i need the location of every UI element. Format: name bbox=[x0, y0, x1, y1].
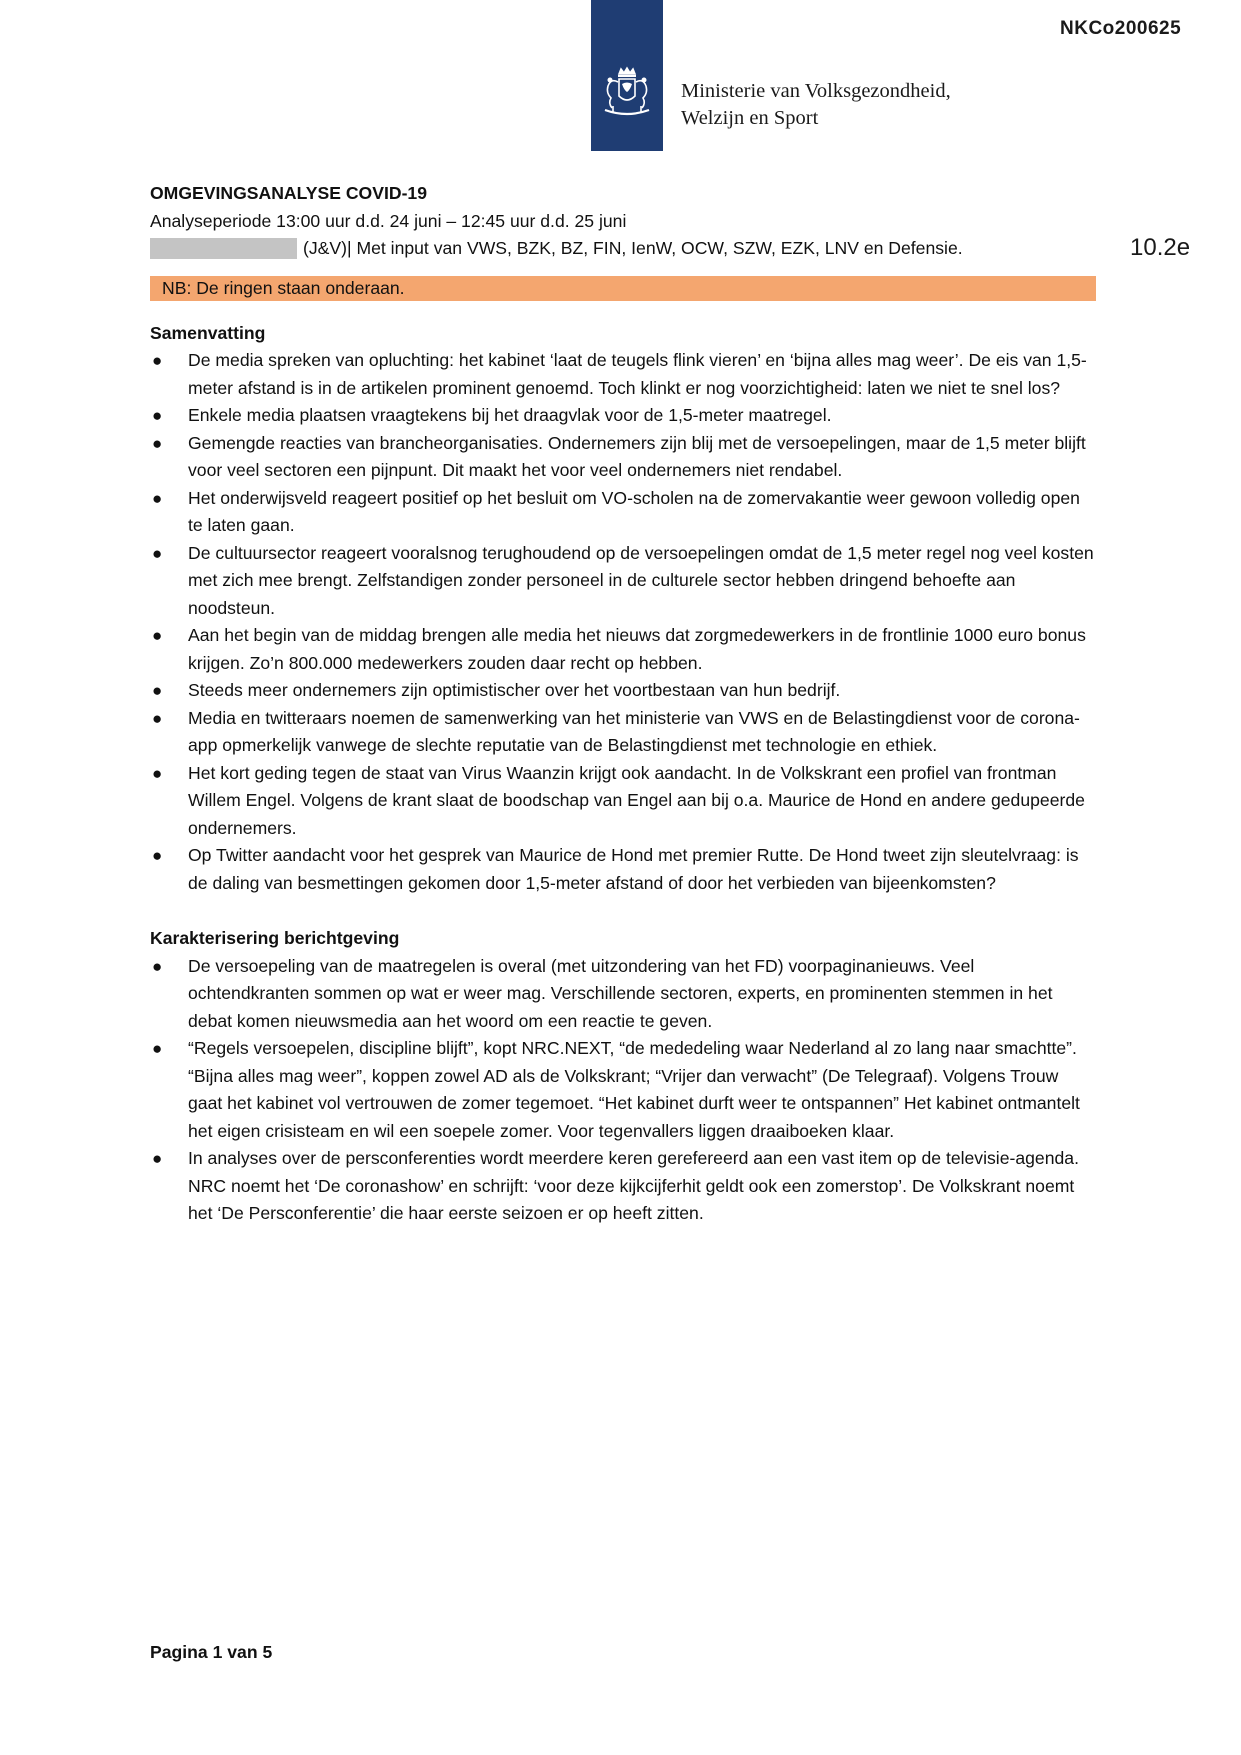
redacted-name-block bbox=[150, 238, 297, 259]
document-code: NKCo200625 bbox=[1060, 18, 1182, 39]
list-item bbox=[150, 540, 1096, 623]
bullet-icon: ● bbox=[152, 351, 163, 370]
input-sources-text: (J&V)| Met input van VWS, BZK, BZ, FIN, IenW, OCW, SZW, EZK, LNV en Defensie. bbox=[303, 238, 963, 258]
document-body bbox=[150, 180, 1096, 1228]
list-item-text: Op Twitter aandacht voor het gesprek van Maurice de Hond met premier Rutte. De Hond tweet zijn sleutelvraag: is de daling van besmettingen gekomen door 1,5-meter afstand of door het verbieden van bijeenkomsten? bbox=[188, 845, 1079, 893]
ministry-name bbox=[681, 78, 951, 132]
government-logo bbox=[591, 0, 663, 151]
list-item bbox=[150, 953, 1096, 1036]
summary-list bbox=[150, 347, 1096, 897]
redaction-code: 10.2e bbox=[1130, 234, 1191, 261]
bullet-icon: ● bbox=[152, 626, 163, 645]
list-item bbox=[150, 760, 1096, 843]
list-item-text: In analyses over de persconferenties wordt meerdere keren gerefereerd aan een vast item op de televisie-agenda. NRC noemt het ‘De coronashow’ en schrijft: ‘voor deze kijkcijferhit geldt ook een zomerstop’. De Volkskrant noemt het ‘De Persconferentie’ die haar eerste seizoen er op heeft zitten. bbox=[188, 1148, 1079, 1223]
list-item-text: De cultuursector reageert vooralsnog terughoudend op de versoepelingen omdat de 1,5 meter regel nog veel kosten met zich mee brengt. Zelfstandigen zonder personeel in de culturele sector hebben dringend behoefte aan noodsteun. bbox=[188, 542, 1094, 618]
bullet-icon: ● bbox=[152, 1149, 163, 1168]
list-item bbox=[150, 705, 1096, 760]
list-item-text: “Regels versoepelen, discipline blijft”, kopt NRC.NEXT, “de mededeling waar Nederland al zo lang naar smachtte”. “Bijna alles mag weer”, koppen zowel AD als de Volkskrant; “Vrijer dan verwacht” (De Telegraaf). Volgens Trouw gaat het kabinet vol vertrouwen de zomer tegemoet. “Het kabinet durft weer te ontspannen” Het kabinet ontmantelt het eigen crisisteam en wil een soepele zomer. Voor tegenvallers liggen draaiboeken klaar. bbox=[188, 1038, 1080, 1141]
ministry-name-line-1: Ministerie van Volksgezondheid, bbox=[681, 80, 951, 102]
document-title: OMGEVINGSANALYSE COVID-19 bbox=[150, 183, 427, 203]
bullet-icon: ● bbox=[152, 1039, 163, 1058]
bullet-icon: ● bbox=[152, 708, 163, 728]
list-item bbox=[150, 1035, 1096, 1145]
summary-heading: Samenvatting bbox=[150, 322, 266, 343]
ministry-name-line-2: Welzijn en Sport bbox=[681, 107, 819, 129]
bullet-icon: ● bbox=[152, 846, 163, 865]
list-item-text: Aan het begin van de middag brengen alle media het nieuws dat zorgmedewerkers in de frontlinie 1000 euro bonus krijgen. Zo’n 800.000 medewerkers zouden daar recht op hebben. bbox=[188, 625, 1086, 673]
bullet-icon: ● bbox=[152, 406, 163, 425]
list-item bbox=[150, 622, 1096, 677]
list-item-text: Gemengde reacties van brancheorganisaties. Ondernemers zijn blij met de versoepelingen, maar de 1,5 meter blijft voor veel sectoren een pijnpunt. Dit maakt het voor veel ondernemers niet rendabel. bbox=[188, 432, 1086, 480]
list-item bbox=[150, 485, 1096, 540]
bullet-icon: ● bbox=[152, 956, 163, 976]
bullet-icon: ● bbox=[152, 543, 163, 563]
bullet-icon: ● bbox=[152, 433, 163, 453]
list-item bbox=[150, 430, 1096, 485]
list-item bbox=[150, 842, 1096, 897]
characterization-heading: Karakterisering berichtgeving bbox=[150, 928, 400, 948]
list-item bbox=[150, 347, 1096, 402]
bullet-icon: ● bbox=[152, 681, 163, 700]
coat-of-arms-icon bbox=[591, 66, 663, 126]
list-item-text: Het onderwijsveld reageert positief op het besluit om VO-scholen na de zomervakantie weer gewoon volledig open te laten gaan. bbox=[188, 487, 1080, 535]
list-item-text: De versoepeling van de maatregelen is overal (met uitzondering van het FD) voorpaginanieuws. Veel ochtendkranten sommen op wat er weer mag. Verschillende sectoren, experts, en prominenten stemmen in het debat komen nieuwsmedia aan het woord om een reactie te geven. bbox=[188, 955, 1053, 1031]
characterization-list bbox=[150, 953, 1096, 1228]
list-item-text: Media en twitteraars noemen de samenwerking van het ministerie van VWS en de Belastingdienst voor de corona-app opmerkelijk vanwege de slechte reputatie van de Belastingdienst met technologie en ethiek. bbox=[188, 707, 1080, 755]
list-item-text: Enkele media plaatsen vraagtekens bij het draagvlak voor de 1,5-meter maatregel. bbox=[188, 405, 832, 425]
input-sources bbox=[150, 235, 1096, 263]
list-item-text: De media spreken van opluchting: het kabinet ‘laat de teugels flink vieren’ en ‘bijna alles mag weer’. De eis van 1,5-meter afstand is in de artikelen prominent genoemd. Toch klinkt er nog voorzichtigheid: laten we niet te snel los? bbox=[188, 350, 1087, 398]
list-item-text: Het kort geding tegen de staat van Virus Waanzin krijgt ook aandacht. In de Volkskrant een profiel van frontman Willem Engel. Volgens de krant slaat de boodschap van Engel aan bij o.a. Maurice de Hond en andere gedupeerde ondernemers. bbox=[188, 762, 1085, 838]
list-item bbox=[150, 677, 1096, 705]
bullet-icon: ● bbox=[152, 763, 163, 783]
note-banner: NB: De ringen staan onderaan. bbox=[150, 276, 1096, 301]
bullet-icon: ● bbox=[152, 488, 163, 508]
list-item bbox=[150, 1145, 1096, 1228]
list-item bbox=[150, 402, 1096, 430]
page-number: Pagina 1 van 5 bbox=[150, 1642, 273, 1662]
analysis-period: Analyseperiode 13:00 uur d.d. 24 juni – 12:45 uur d.d. 25 juni bbox=[150, 210, 627, 231]
list-item-text: Steeds meer ondernemers zijn optimistischer over het voortbestaan van hun bedrijf. bbox=[188, 680, 841, 700]
